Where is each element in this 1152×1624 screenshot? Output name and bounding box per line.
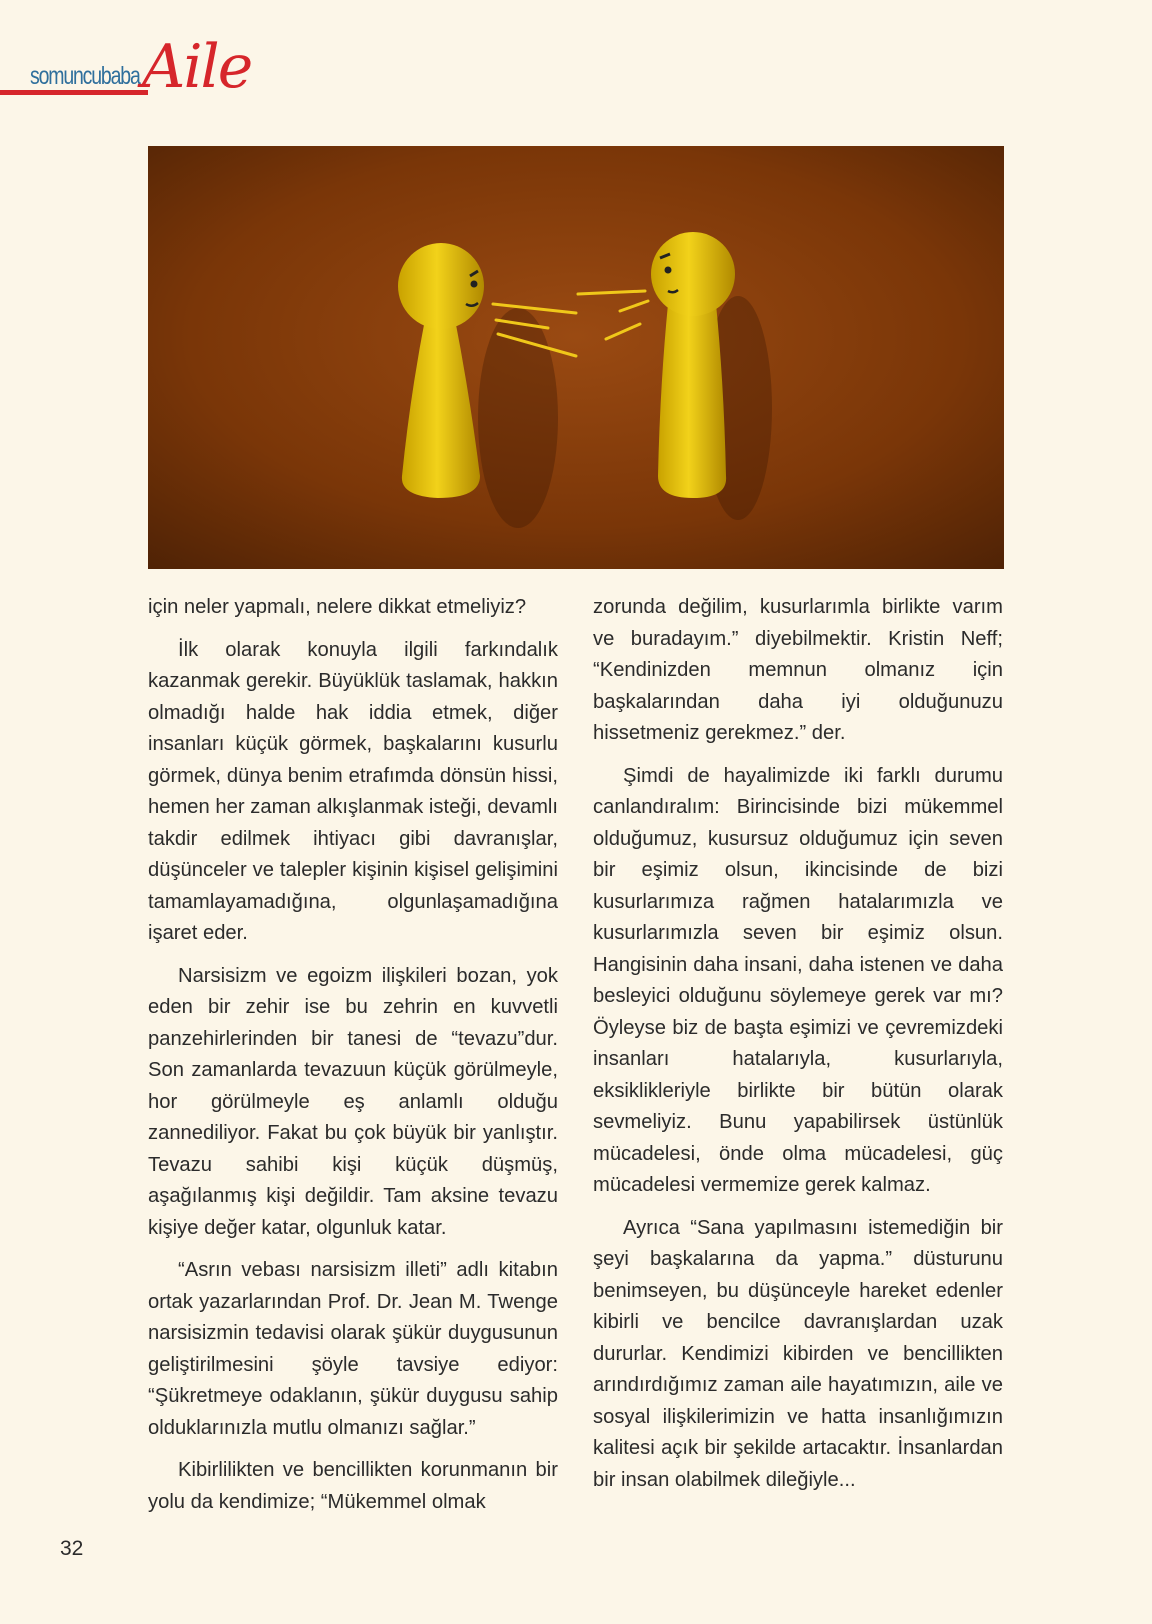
- page-number: 32: [60, 1537, 84, 1560]
- paragraph: zorunda değilim, kusurlarımla birlikte varım ve buradayım.” diyebilmektir. Kristin Neff; “Kendinizden memnun olmanız için başkalarından daha iyi olduğunuzu hissetmeniz gerekmez.” der.: [593, 596, 1003, 744]
- brand-name-aile: Aile: [142, 32, 252, 102]
- article-photo-arguing-figures: [148, 146, 1004, 569]
- text-column-left: [148, 592, 558, 1529]
- magazine-header: [0, 32, 260, 110]
- paragraph: için neler yapmalı, nelere dikkat etmeliyiz?: [148, 596, 527, 618]
- paragraph: Şimdi de hayalimizde iki farklı durumu canlandıralım: Birincisinde bizi mükemmel olduğumuz, kusursuz olduğumuz için seven bir eşimiz olsun, ikincisinde de bizi kusurlarımıza rağmen hatalarımızla ve kusurlarımızla seven bir eşimiz olsun. Hangisinin daha insani, daha istenen ve daha besleyici olduğunu söylemeye gerek var mı? Öyleyse biz de başta eşimizi ve çevremizdeki insanları hatalarıyla, kusurlarıyla, eksiklikleriyle birlikte bir bütün olarak sevmeliyiz. Bunu yapabilirsek üstünlük mücadelesi, önde olma mücadelesi, güç mücadelesi vermemize gerek kalmaz.: [593, 764, 1003, 1196]
- paragraph: İlk olarak konuyla ilgili farkındalık kazanmak gerekir. Büyüklük taslamak, hakkın olmadığı halde hak iddia etmek, diğer insanları küçük görmek, başkalarını kusurlu görmek, dünya benim etrafımda dönsün hissi, hemen her zaman alkışlanmak isteği, devamlı takdir edilmek ihtiyacı gibi davranışlar, düşünceler ve talepler kişinin kişisel gelişimini tamamlayamadığına, olgunlaşamadığına işaret eder.: [148, 638, 558, 944]
- text-column-right: [593, 592, 1003, 1507]
- paragraph: “Asrın vebası narsisizm illeti” adlı kitabın ortak yazarlarından Prof. Dr. Jean M. Twenge narsisizmin tedavisi olarak şükür duygusunun geliştirilmesini şöyle tavsiye ediyor: “Şükretmeye odaklanın, şükür duygusu sahip olduklarınızla mutlu olmanızı sağlar.”: [148, 1259, 558, 1439]
- paragraph: Ayrıca “Sana yapılmasını istemediğin bir şeyi başkalarına da yapma.” düsturunu benimseyen, bu düşünceyle hareket edenler kibirli ve bencilce davranışlardan uzak dururlar. Kendimizi kibirden ve bencillikten arındırdığımız zaman aile hayatımızın, aile ve sosyal ilişkilerimizin ve hatta insanlığımızın kalitesi açık bir şekilde artacaktır. İnsanlardan bir insan olabilmek dileğiyle...: [593, 1216, 1003, 1491]
- brand-name-small: somuncubaba: [30, 62, 140, 90]
- paragraph: Kibirlilikten ve bencillikten korunmanın bir yolu da kendimize; “Mükemmel olmak: [148, 1459, 558, 1513]
- paragraph: Narsisizm ve egoizm ilişkileri bozan, yok eden bir zehir ise bu zehrin en kuvvetli panzehirlerinden bir tanesi de “tevazu”dur. Son zamanlarda tevazuun küçük görülmeyle, hor görülmeyle eş anlamlı olduğu zannediliyor. Fakat bu çok büyük bir yanlıştır. Tevazu sahibi kişi küçük düşmüş, aşağılanmış kişi değildir. Tam aksine tevazu kişiye değer katar, olgunluk katar.: [148, 964, 558, 1239]
